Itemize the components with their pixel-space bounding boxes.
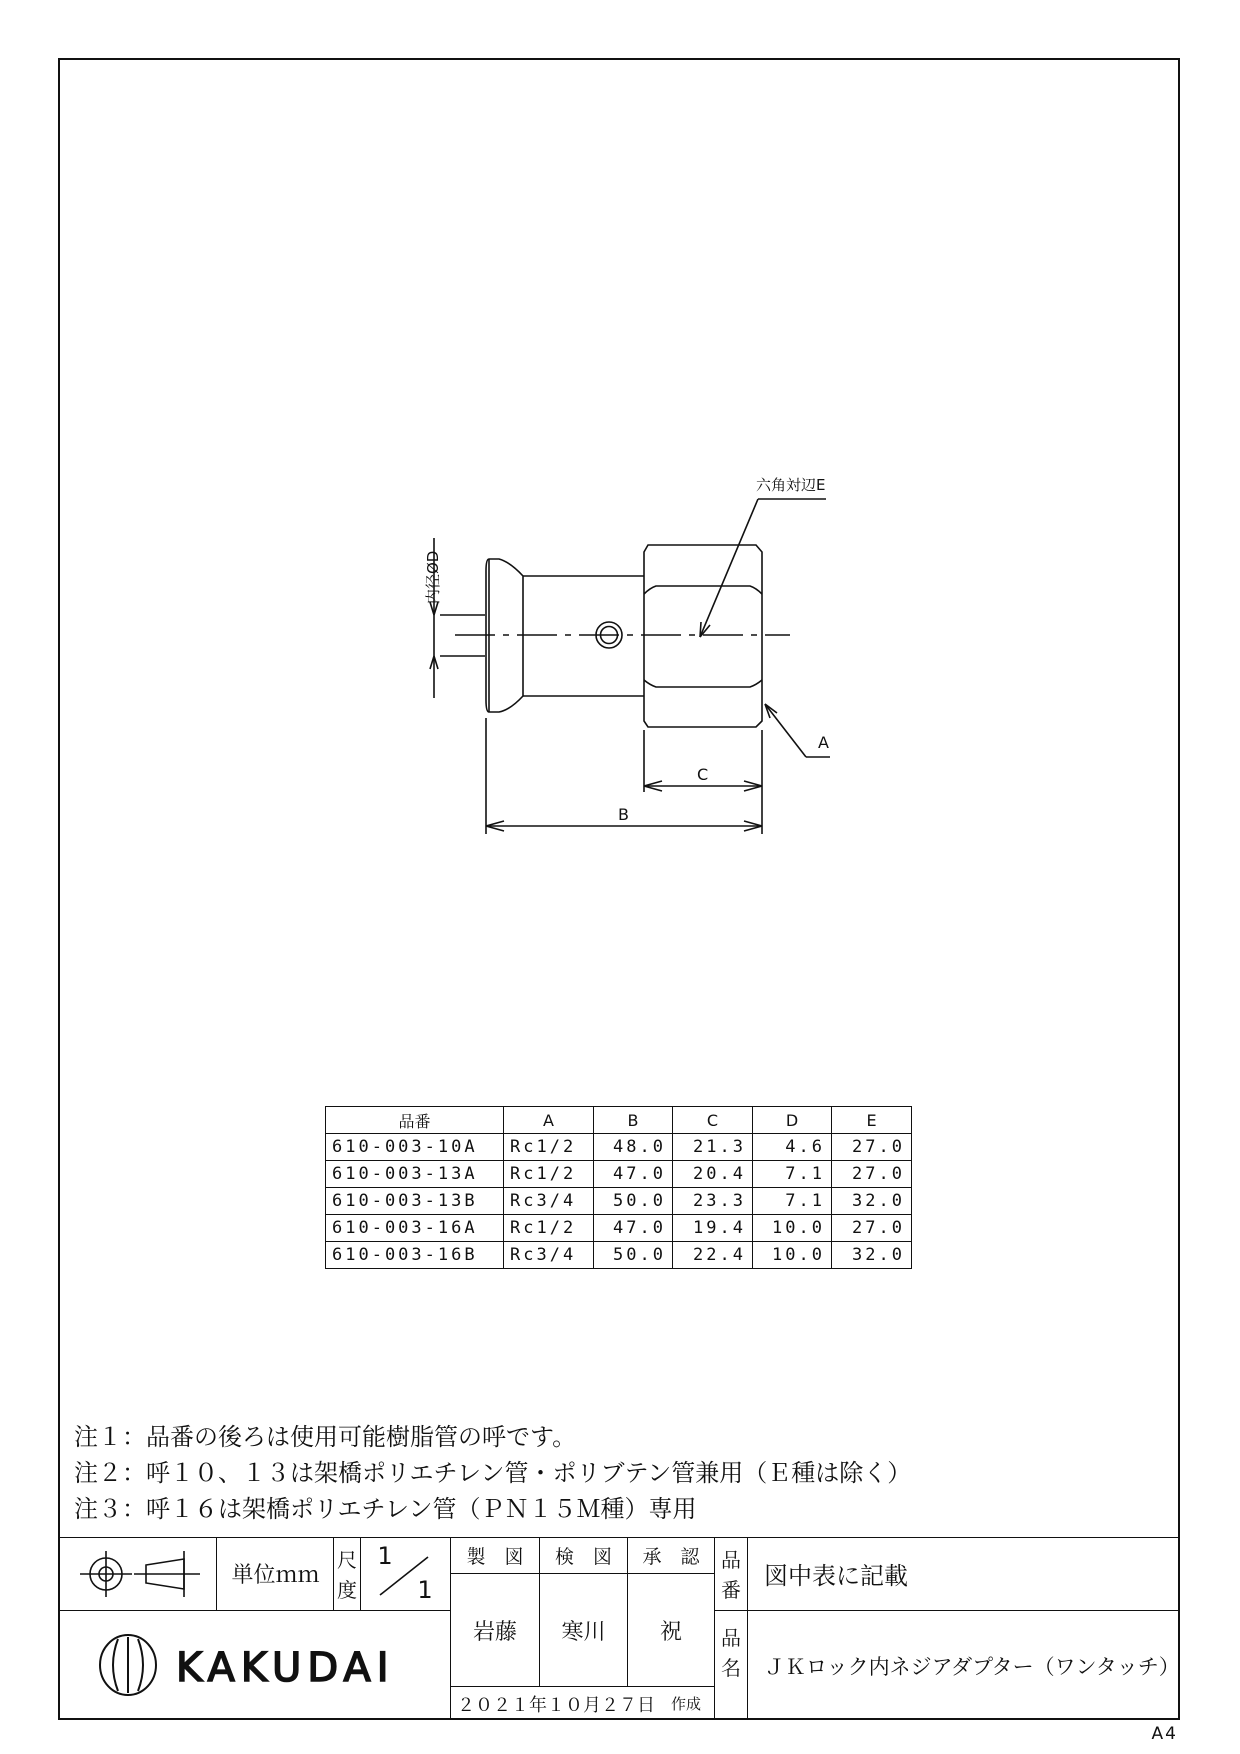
header-c: C [673, 1107, 753, 1134]
sheet-size: A4 [1151, 1724, 1178, 1744]
checked-by: 寒川 [561, 1619, 606, 1645]
unit-label: 単位ｍｍ [231, 1563, 320, 1588]
cell-b: 48.0 [594, 1134, 673, 1161]
header-a: A [504, 1107, 594, 1134]
cell-a: Rc3/4 [504, 1188, 594, 1215]
hex-label: 六角対辺E [756, 476, 826, 494]
cell-a: Rc1/2 [504, 1161, 594, 1188]
header-b: B [594, 1107, 673, 1134]
cell-part-number: 610-003-13A [326, 1161, 504, 1188]
cell-a: Rc1/2 [504, 1134, 594, 1161]
hex-nut-outline [644, 545, 762, 727]
part-name-label-1: 品 [721, 1625, 741, 1650]
note-2: 注２：呼１０、１３は架橋ポリエチレン管・ポリブテン管兼用（Ｅ種は除く） [74, 1459, 912, 1487]
part-name-value: ＪＫロック内ネジアダプター（ワンタッチ） [764, 1654, 1180, 1679]
header-part-number: 品番 [326, 1107, 504, 1134]
table-row [326, 1161, 912, 1188]
made-by: 岩藤 [472, 1619, 517, 1645]
company-name: KAKUDAI [176, 1645, 395, 1691]
cell-c: 20.4 [673, 1161, 753, 1188]
part-no-value: 図中表に記載 [764, 1562, 908, 1590]
table-row [326, 1242, 912, 1269]
table-header-row [326, 1107, 912, 1134]
approved-by: 祝 [659, 1619, 682, 1645]
scale-label-2: 度 [337, 1577, 357, 1602]
cell-c: 23.3 [673, 1188, 753, 1215]
date-value: ２０２１年１０月２７日 [457, 1694, 655, 1716]
scale-label-1: 尺 [337, 1547, 357, 1572]
kakudai-logo-icon [88, 1627, 418, 1705]
part-no-label-2: 番 [721, 1577, 741, 1602]
notes [74, 1419, 911, 1527]
date-suffix: 作成 [671, 1695, 702, 1713]
cell-d: 7.1 [753, 1188, 832, 1215]
table-row [326, 1215, 912, 1242]
cell-a: Rc1/2 [504, 1215, 594, 1242]
cell-c: 22.4 [673, 1242, 753, 1269]
cell-b: 47.0 [594, 1215, 673, 1242]
note-3: 注３：呼１６は架橋ポリエチレン管（ＰＮ１５Ｍ種）専用 [74, 1495, 697, 1523]
cell-e: 27.0 [832, 1134, 912, 1161]
inner-diameter-label: 内径ØD [424, 550, 442, 604]
approved-label: 承 認 [642, 1545, 700, 1568]
header-e: E [832, 1107, 912, 1134]
cell-e: 27.0 [832, 1161, 912, 1188]
cell-part-number: 610-003-13B [326, 1188, 504, 1215]
cell-e: 32.0 [832, 1188, 912, 1215]
dim-a-label: A [818, 733, 829, 752]
cell-part-number: 610-003-16B [326, 1242, 504, 1269]
cell-c: 19.4 [673, 1215, 753, 1242]
cell-part-number: 610-003-10A [326, 1134, 504, 1161]
scale-denominator: 1 [417, 1576, 433, 1604]
title-block [58, 1537, 1180, 1720]
cell-d: 7.1 [753, 1161, 832, 1188]
cell-d: 10.0 [753, 1242, 832, 1269]
cell-b: 50.0 [594, 1242, 673, 1269]
cell-a: Rc3/4 [504, 1242, 594, 1269]
table-row [326, 1134, 912, 1161]
cell-e: 32.0 [832, 1242, 912, 1269]
dimension-table [325, 1106, 912, 1269]
cell-e: 27.0 [832, 1215, 912, 1242]
dim-c-label: C [697, 765, 709, 784]
third-angle-projection-icon [72, 1545, 204, 1603]
date [451, 1687, 714, 1720]
part-no-label-1: 品 [721, 1547, 741, 1572]
cell-b: 50.0 [594, 1188, 673, 1215]
scale-numerator: 1 [377, 1542, 393, 1570]
cell-b: 47.0 [594, 1161, 673, 1188]
cell-c: 21.3 [673, 1134, 753, 1161]
note-1: 注１：品番の後ろは使用可能樹脂管の呼です。 [74, 1423, 577, 1451]
checked-label: 検 図 [554, 1545, 612, 1568]
part-name-label-2: 名 [721, 1655, 741, 1680]
table-row [326, 1188, 912, 1215]
made-label: 製 図 [466, 1545, 524, 1568]
header-d: D [753, 1107, 832, 1134]
cell-d: 10.0 [753, 1215, 832, 1242]
cell-part-number: 610-003-16A [326, 1215, 504, 1242]
cell-d: 4.6 [753, 1134, 832, 1161]
dim-b-label: B [618, 805, 629, 824]
